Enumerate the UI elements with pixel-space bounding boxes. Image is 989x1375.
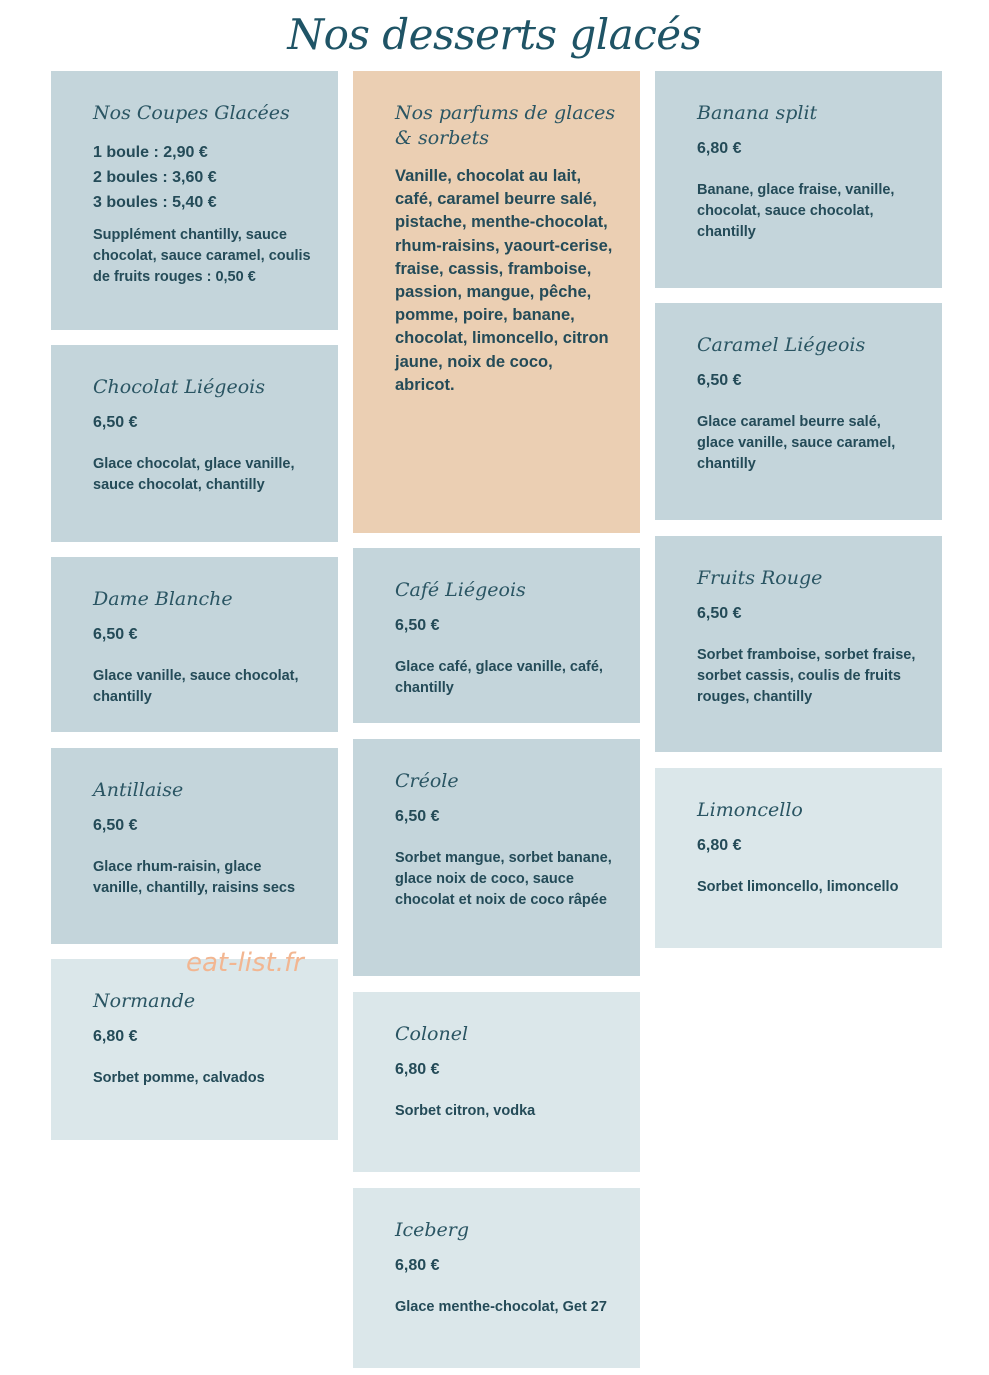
item-price: 6,50 € xyxy=(93,817,138,834)
watermark: eat-list.fr xyxy=(186,948,304,978)
item-name: Fruits Rouge xyxy=(697,567,823,589)
card-fruits-rouge xyxy=(655,536,942,752)
item-price: 6,50 € xyxy=(395,808,440,825)
item-description: Sorbet citron, vodka xyxy=(395,1103,536,1119)
item-description: Sorbet limoncello, limoncello xyxy=(697,879,899,895)
card-banana-split xyxy=(655,71,942,288)
item-name: Banana split xyxy=(697,102,818,124)
item-name: Antillaise xyxy=(93,779,184,801)
item-name: Dame Blanche xyxy=(93,588,233,610)
item-description: Glace menthe-chocolat, Get 27 xyxy=(395,1299,607,1315)
card-coupes-glacees xyxy=(51,71,338,330)
item-price: 6,50 € xyxy=(93,414,138,431)
item-price: 6,80 € xyxy=(697,837,742,854)
item-name: Colonel xyxy=(395,1023,469,1045)
card-cafe-liegeois xyxy=(353,548,640,723)
card-chocolat-liegeois xyxy=(51,345,338,542)
flavors-list: Vanille, chocolat au lait, café, caramel beurre salé, pistache, menthe-chocolat, rhum-raisins, yaourt-cerise, fraise, cassis, framboise, passion, mangue, pêche, pomme, poire, banane, chocolat, limoncello, citron jaune, noix de coco, abricot. xyxy=(395,167,613,394)
item-price: 6,50 € xyxy=(697,372,742,389)
page-title: Nos desserts glacés xyxy=(287,10,702,59)
card-parfums xyxy=(353,71,640,533)
item-description: Sorbet mangue, sorbet banane, glace noix de coco, sauce chocolat et noix de coco râpée xyxy=(395,850,612,908)
card-dame-blanche xyxy=(51,557,338,732)
item-name: Iceberg xyxy=(395,1219,470,1241)
item-price: 6,50 € xyxy=(697,605,742,622)
item-name: Limoncello xyxy=(697,799,803,821)
item-price: 6,80 € xyxy=(395,1257,440,1274)
item-description: Banane, glace fraise, vanille, chocolat, sauce chocolat, chantilly xyxy=(697,182,895,240)
item-price: 6,50 € xyxy=(93,626,138,643)
item-price: 6,80 € xyxy=(395,1061,440,1078)
item-name: Normande xyxy=(93,990,196,1012)
item-name: Chocolat Liégeois xyxy=(93,376,265,398)
price-2-boules: 2 boules : 3,60 € xyxy=(93,169,217,186)
item-description: Glace rhum-raisin, glace vanille, chantilly, raisins secs xyxy=(93,859,296,896)
card-antillaise xyxy=(51,748,338,944)
item-description: Glace chocolat, glace vanille, sauce chocolat, chantilly xyxy=(93,456,295,493)
price-1-boule: 1 boule : 2,90 € xyxy=(93,144,208,161)
supplement-note: Supplément chantilly, sauce chocolat, sauce caramel, coulis de fruits rouges : 0,50 € xyxy=(93,227,311,285)
card-creole xyxy=(353,739,640,976)
item-name: Café Liégeois xyxy=(395,579,526,601)
card-colonel xyxy=(353,992,640,1172)
item-description: Sorbet pomme, calvados xyxy=(93,1070,265,1086)
item-description: Glace vanille, sauce chocolat, chantilly xyxy=(93,668,299,705)
item-name: Créole xyxy=(395,770,459,792)
item-description: Glace caramel beurre salé, glace vanille, sauce caramel, chantilly xyxy=(697,414,896,472)
item-price: 6,80 € xyxy=(93,1028,138,1045)
coupes-heading: Nos Coupes Glacées xyxy=(93,102,290,124)
card-caramel-liegeois xyxy=(655,303,942,520)
item-description: Sorbet framboise, sorbet fraise, sorbet cassis, coulis de fruits rouges, chantilly xyxy=(697,647,916,705)
card-normande xyxy=(51,959,338,1140)
item-description: Glace café, glace vanille, café, chantilly xyxy=(395,659,603,696)
item-price: 6,80 € xyxy=(697,140,742,157)
price-3-boules: 3 boules : 5,40 € xyxy=(93,194,217,211)
card-limoncello xyxy=(655,768,942,948)
item-name: Caramel Liégeois xyxy=(697,334,866,356)
card-iceberg xyxy=(353,1188,640,1368)
parfums-heading: Nos parfums de glaces & sorbets xyxy=(395,102,616,149)
item-price: 6,50 € xyxy=(395,617,440,634)
